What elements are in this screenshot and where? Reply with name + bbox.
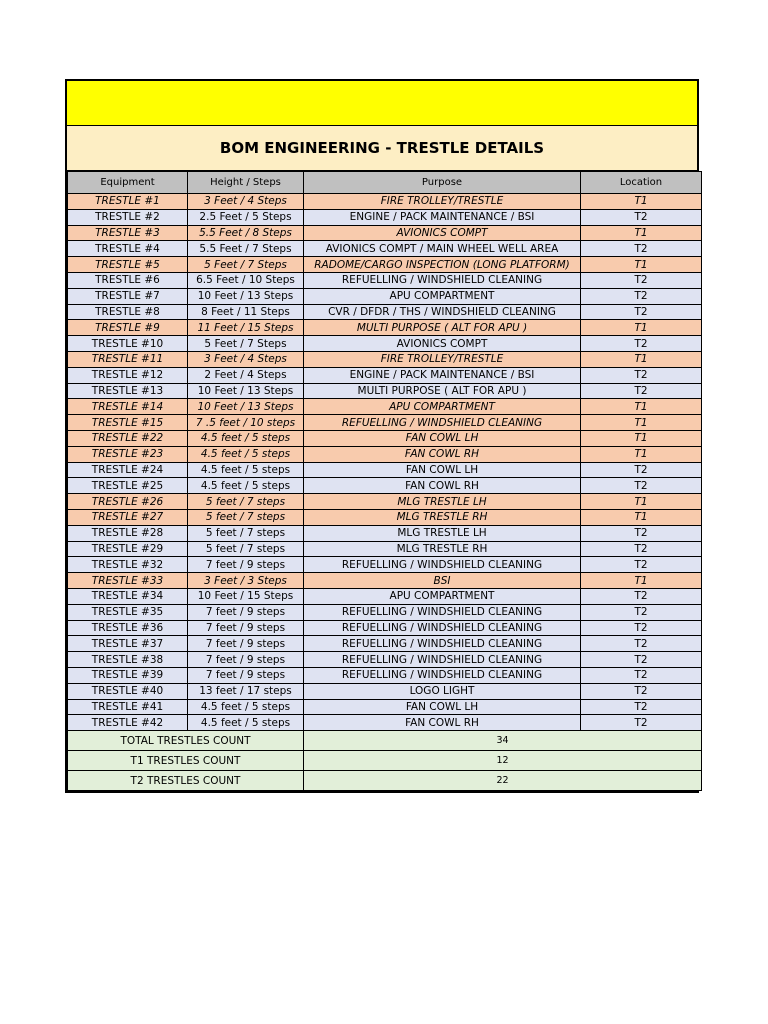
cell-purpose: MULTI PURPOSE ( ALT FOR APU )	[304, 383, 581, 399]
cell-location: T1	[581, 446, 702, 462]
cell-equipment: TRESTLE #27	[68, 509, 188, 525]
cell-purpose: MLG TRESTLE LH	[304, 525, 581, 541]
cell-purpose: MLG TRESTLE RH	[304, 509, 581, 525]
cell-equipment: TRESTLE #13	[68, 383, 188, 399]
cell-equipment: TRESTLE #35	[68, 604, 188, 620]
cell-purpose: FIRE TROLLEY/TRESTLE	[304, 351, 581, 367]
table-row	[68, 588, 702, 604]
cell-purpose: MLG TRESTLE LH	[304, 494, 581, 510]
cell-location: T2	[581, 525, 702, 541]
cell-location: T2	[581, 272, 702, 288]
cell-purpose: FIRE TROLLEY/TRESTLE	[304, 194, 581, 210]
table-row	[68, 604, 702, 620]
cell-purpose: RADOME/CARGO INSPECTION (LONG PLATFORM)	[304, 257, 581, 273]
table-row	[68, 320, 702, 336]
header-purpose: Purpose	[304, 172, 581, 194]
cell-height: 11 Feet / 15 Steps	[188, 320, 304, 336]
cell-height: 10 Feet / 13 Steps	[188, 383, 304, 399]
summary-row	[68, 771, 702, 791]
cell-height: 10 Feet / 13 Steps	[188, 288, 304, 304]
cell-height: 4.5 feet / 5 steps	[188, 462, 304, 478]
cell-height: 7 feet / 9 steps	[188, 620, 304, 636]
cell-height: 7 feet / 9 steps	[188, 604, 304, 620]
summary-row	[68, 731, 702, 751]
cell-height: 3 Feet / 4 Steps	[188, 194, 304, 210]
summary-row	[68, 751, 702, 771]
cell-equipment: TRESTLE #29	[68, 541, 188, 557]
cell-equipment: TRESTLE #38	[68, 652, 188, 668]
table-row	[68, 415, 702, 431]
table-row	[68, 383, 702, 399]
cell-location: T2	[581, 209, 702, 225]
cell-height: 5.5 Feet / 8 Steps	[188, 225, 304, 241]
header-location: Location	[581, 172, 702, 194]
cell-location: T2	[581, 588, 702, 604]
cell-purpose: FAN COWL RH	[304, 446, 581, 462]
table-row	[68, 336, 702, 352]
table-row	[68, 304, 702, 320]
summary-value: 12	[304, 751, 702, 771]
cell-height: 7 feet / 9 steps	[188, 636, 304, 652]
cell-height: 10 Feet / 15 Steps	[188, 588, 304, 604]
cell-equipment: TRESTLE #24	[68, 462, 188, 478]
sheet-title: BOM ENGINEERING - TRESTLE DETAILS	[67, 126, 697, 171]
cell-purpose: REFUELLING / WINDSHIELD CLEANING	[304, 636, 581, 652]
cell-location: T2	[581, 683, 702, 699]
table-row	[68, 620, 702, 636]
cell-equipment: TRESTLE #41	[68, 699, 188, 715]
summary-label: T2 TRESTLES COUNT	[68, 771, 304, 791]
cell-location: T2	[581, 383, 702, 399]
cell-height: 3 Feet / 4 Steps	[188, 351, 304, 367]
cell-location: T2	[581, 336, 702, 352]
cell-location: T2	[581, 541, 702, 557]
table-row	[68, 525, 702, 541]
table-row	[68, 478, 702, 494]
table-row	[68, 209, 702, 225]
cell-location: T1	[581, 225, 702, 241]
table-row	[68, 272, 702, 288]
cell-purpose: BSI	[304, 573, 581, 589]
table-row	[68, 399, 702, 415]
table-row	[68, 288, 702, 304]
cell-location: T2	[581, 304, 702, 320]
cell-equipment: TRESTLE #9	[68, 320, 188, 336]
cell-purpose: CVR / DFDR / THS / WINDSHIELD CLEANING	[304, 304, 581, 320]
cell-purpose: REFUELLING / WINDSHIELD CLEANING	[304, 557, 581, 573]
cell-equipment: TRESTLE #36	[68, 620, 188, 636]
table-header-row	[68, 172, 702, 194]
cell-location: T1	[581, 257, 702, 273]
summary-section	[68, 731, 702, 791]
cell-equipment: TRESTLE #42	[68, 715, 188, 731]
cell-equipment: TRESTLE #4	[68, 241, 188, 257]
cell-equipment: TRESTLE #33	[68, 573, 188, 589]
table-row	[68, 699, 702, 715]
cell-location: T1	[581, 351, 702, 367]
table-body	[68, 194, 702, 731]
cell-location: T2	[581, 652, 702, 668]
cell-purpose: LOGO LIGHT	[304, 683, 581, 699]
cell-purpose: REFUELLING / WINDSHIELD CLEANING	[304, 667, 581, 683]
cell-equipment: TRESTLE #8	[68, 304, 188, 320]
cell-location: T2	[581, 557, 702, 573]
cell-location: T2	[581, 462, 702, 478]
table-row	[68, 557, 702, 573]
cell-purpose: FAN COWL RH	[304, 715, 581, 731]
cell-equipment: TRESTLE #6	[68, 272, 188, 288]
cell-height: 2 Feet / 4 Steps	[188, 367, 304, 383]
table-row	[68, 652, 702, 668]
cell-equipment: TRESTLE #14	[68, 399, 188, 415]
header-height: Height / Steps	[188, 172, 304, 194]
cell-purpose: APU COMPARTMENT	[304, 288, 581, 304]
cell-height: 4.5 feet / 5 steps	[188, 446, 304, 462]
cell-location: T2	[581, 604, 702, 620]
cell-equipment: TRESTLE #15	[68, 415, 188, 431]
cell-height: 8 Feet / 11 Steps	[188, 304, 304, 320]
cell-location: T2	[581, 288, 702, 304]
cell-equipment: TRESTLE #7	[68, 288, 188, 304]
cell-purpose: AVIONICS COMPT	[304, 225, 581, 241]
table-row	[68, 636, 702, 652]
cell-equipment: TRESTLE #34	[68, 588, 188, 604]
cell-purpose: MLG TRESTLE RH	[304, 541, 581, 557]
cell-purpose: FAN COWL LH	[304, 462, 581, 478]
cell-height: 7 feet / 9 steps	[188, 667, 304, 683]
cell-equipment: TRESTLE #22	[68, 430, 188, 446]
table-row	[68, 430, 702, 446]
table-row	[68, 667, 702, 683]
cell-height: 4.5 feet / 5 steps	[188, 478, 304, 494]
table-row	[68, 494, 702, 510]
cell-equipment: TRESTLE #10	[68, 336, 188, 352]
cell-location: T1	[581, 430, 702, 446]
cell-equipment: TRESTLE #5	[68, 257, 188, 273]
table-row	[68, 257, 702, 273]
trestle-table	[67, 171, 702, 791]
header-equipment: Equipment	[68, 172, 188, 194]
cell-equipment: TRESTLE #3	[68, 225, 188, 241]
table-row	[68, 715, 702, 731]
cell-equipment: TRESTLE #28	[68, 525, 188, 541]
cell-purpose: APU COMPARTMENT	[304, 399, 581, 415]
cell-height: 10 Feet / 13 Steps	[188, 399, 304, 415]
summary-value: 22	[304, 771, 702, 791]
cell-location: T2	[581, 241, 702, 257]
cell-location: T1	[581, 494, 702, 510]
cell-equipment: TRESTLE #12	[68, 367, 188, 383]
cell-purpose: MULTI PURPOSE ( ALT FOR APU )	[304, 320, 581, 336]
cell-height: 5.5 Feet / 7 Steps	[188, 241, 304, 257]
cell-height: 4.5 feet / 5 steps	[188, 430, 304, 446]
yellow-banner	[67, 81, 697, 126]
cell-location: T2	[581, 715, 702, 731]
table-row	[68, 446, 702, 462]
cell-equipment: TRESTLE #37	[68, 636, 188, 652]
table-row	[68, 194, 702, 210]
cell-height: 5 Feet / 7 Steps	[188, 336, 304, 352]
cell-equipment: TRESTLE #2	[68, 209, 188, 225]
cell-purpose: APU COMPARTMENT	[304, 588, 581, 604]
cell-purpose: ENGINE / PACK MAINTENANCE / BSI	[304, 209, 581, 225]
cell-location: T2	[581, 636, 702, 652]
cell-height: 2.5 Feet / 5 Steps	[188, 209, 304, 225]
cell-location: T1	[581, 415, 702, 431]
table-row	[68, 462, 702, 478]
cell-equipment: TRESTLE #26	[68, 494, 188, 510]
table-row	[68, 509, 702, 525]
cell-height: 13 feet / 17 steps	[188, 683, 304, 699]
summary-value: 34	[304, 731, 702, 751]
table-row	[68, 683, 702, 699]
cell-location: T1	[581, 509, 702, 525]
cell-height: 6.5 Feet / 10 Steps	[188, 272, 304, 288]
cell-height: 5 feet / 7 steps	[188, 509, 304, 525]
cell-height: 7 feet / 9 steps	[188, 557, 304, 573]
cell-height: 3 Feet / 3 Steps	[188, 573, 304, 589]
summary-label: T1 TRESTLES COUNT	[68, 751, 304, 771]
cell-equipment: TRESTLE #40	[68, 683, 188, 699]
cell-location: T2	[581, 667, 702, 683]
cell-purpose: ENGINE / PACK MAINTENANCE / BSI	[304, 367, 581, 383]
cell-location: T1	[581, 573, 702, 589]
cell-location: T1	[581, 194, 702, 210]
cell-equipment: TRESTLE #25	[68, 478, 188, 494]
cell-location: T1	[581, 320, 702, 336]
cell-height: 4.5 feet / 5 steps	[188, 715, 304, 731]
cell-purpose: FAN COWL LH	[304, 699, 581, 715]
trestle-sheet	[65, 79, 699, 793]
cell-location: T2	[581, 620, 702, 636]
cell-purpose: REFUELLING / WINDSHIELD CLEANING	[304, 620, 581, 636]
cell-purpose: AVIONICS COMPT	[304, 336, 581, 352]
cell-purpose: REFUELLING / WINDSHIELD CLEANING	[304, 604, 581, 620]
summary-label: TOTAL TRESTLES COUNT	[68, 731, 304, 751]
cell-purpose: REFUELLING / WINDSHIELD CLEANING	[304, 415, 581, 431]
cell-height: 5 feet / 7 steps	[188, 541, 304, 557]
cell-purpose: AVIONICS COMPT / MAIN WHEEL WELL AREA	[304, 241, 581, 257]
cell-purpose: FAN COWL LH	[304, 430, 581, 446]
cell-height: 7 feet / 9 steps	[188, 652, 304, 668]
table-row	[68, 241, 702, 257]
cell-equipment: TRESTLE #1	[68, 194, 188, 210]
cell-purpose: REFUELLING / WINDSHIELD CLEANING	[304, 652, 581, 668]
cell-height: 5 feet / 7 steps	[188, 494, 304, 510]
cell-equipment: TRESTLE #32	[68, 557, 188, 573]
cell-height: 5 Feet / 7 Steps	[188, 257, 304, 273]
cell-location: T2	[581, 478, 702, 494]
cell-height: 7 .5 feet / 10 steps	[188, 415, 304, 431]
cell-equipment: TRESTLE #11	[68, 351, 188, 367]
table-row	[68, 351, 702, 367]
table-row	[68, 367, 702, 383]
cell-equipment: TRESTLE #23	[68, 446, 188, 462]
cell-equipment: TRESTLE #39	[68, 667, 188, 683]
table-row	[68, 573, 702, 589]
cell-purpose: REFUELLING / WINDSHIELD CLEANING	[304, 272, 581, 288]
cell-height: 5 feet / 7 steps	[188, 525, 304, 541]
cell-location: T2	[581, 699, 702, 715]
cell-purpose: FAN COWL RH	[304, 478, 581, 494]
cell-location: T1	[581, 399, 702, 415]
table-row	[68, 225, 702, 241]
cell-height: 4.5 feet / 5 steps	[188, 699, 304, 715]
cell-location: T2	[581, 367, 702, 383]
table-row	[68, 541, 702, 557]
